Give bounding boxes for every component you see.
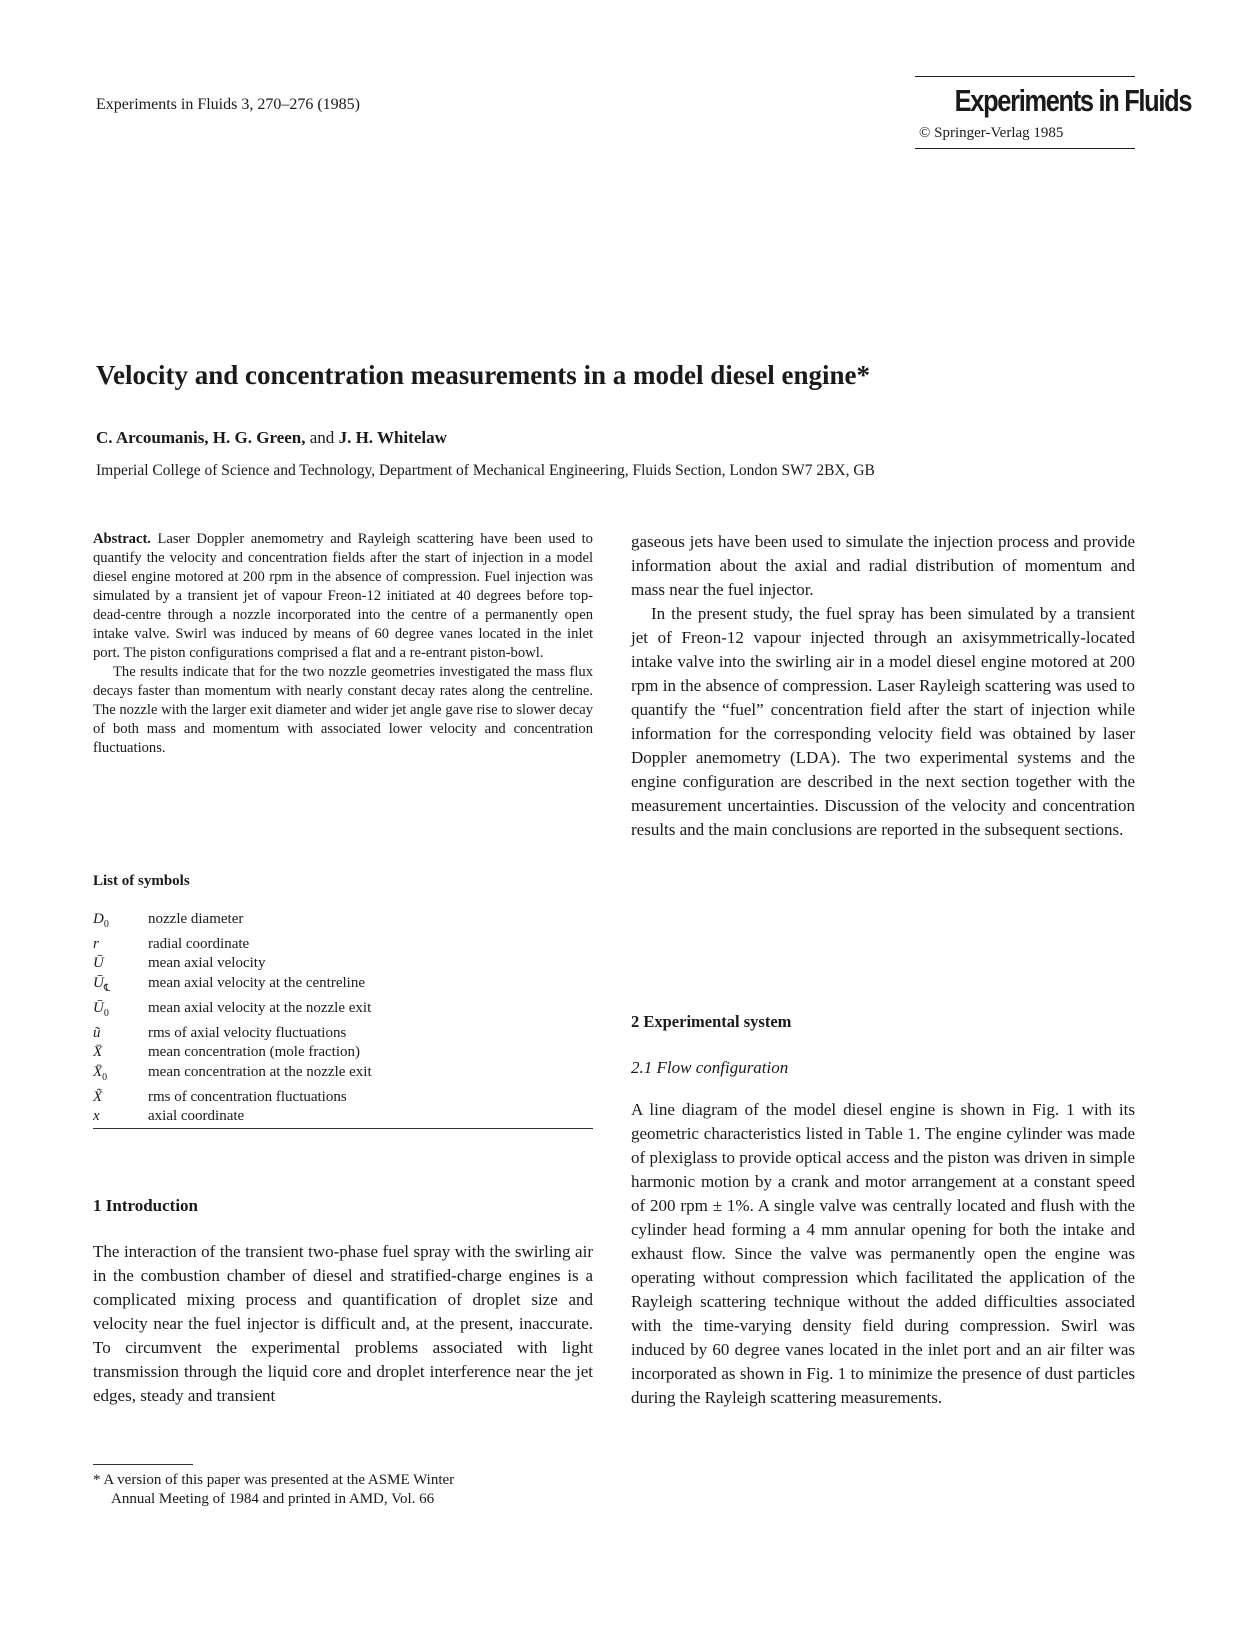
symbol xyxy=(93,1043,148,1063)
symbol-base: D xyxy=(93,911,104,927)
symbol-subscript: 0 xyxy=(103,919,109,930)
symbol-base: X̄ xyxy=(93,1044,103,1061)
symbol-row xyxy=(93,935,593,955)
symbol-subscript: ℄ xyxy=(103,983,111,995)
flow-configuration-paragraph: A line diagram of the model diesel engine is shown in Fig. 1 with its geometric characteristics listed in Table 1. The engine cylinder was made of plexiglass to provide optical access and the piston was driven in simple harmonic motion by a crank and motor arrangement at a constant speed of 200 rpm ± 1%. A single valve was centrally located and flush with the cylinder head forming a 4 mm annular opening for both the intake and exhaust flow. Since the valve was permanently open the engine was operating without compression which facilitated the application of the Rayleigh scattering technique without the added difficulties associated with the time-varying density field during compression. Swirl was induced by 60 degree vanes located in the inlet port and an air filter was incorporated as shown in Fig. 1 to minimize the presence of dust particles during the Rayleigh scattering measurements. xyxy=(631,1100,1135,1407)
symbol xyxy=(93,974,148,999)
author-affiliation: Imperial College of Science and Technology, Department of Mechanical Engineering, Fluids Section, London SW7 2BX, GB xyxy=(96,462,875,479)
intro-paragraph-continued: gaseous jets have been used to simulate the injection process and provide information about the axial and radial distribution of momentum and mass near the fuel injector. xyxy=(631,532,1135,599)
symbol xyxy=(93,954,148,974)
symbol-row xyxy=(93,1043,593,1063)
section-heading-introduction: 1 Introduction xyxy=(93,1196,199,1215)
footnote xyxy=(93,1471,593,1509)
subsection-heading-flow-configuration: 2.1 Flow configuration xyxy=(631,1058,789,1077)
symbol-description: mean concentration at the nozzle exit xyxy=(148,1063,372,1080)
abstract-text-1: Laser Doppler anemometry and Rayleigh scattering have been used to quantify the velocity and concentration fields after the start of injection in a model diesel engine motored at 200 rpm in the absence of compression. Fuel injection was simulated by a transient jet of vapour Freon-12 initiated at 40 degrees before top-dead-centre through a nozzle incorporated into the centre of a permanently open intake valve. Swirl was induced by means of 60 degree vanes located in the inlet port. The piston configurations comprised a flat and a re-entrant piston-bowl. xyxy=(93,531,593,661)
symbol-subscript: 0 xyxy=(102,1071,108,1083)
symbol-base: X̄ xyxy=(93,1063,103,1080)
flow-configuration-body xyxy=(631,1098,1135,1410)
symbol-description: mean axial velocity at the centreline xyxy=(148,975,365,992)
journal-masthead xyxy=(915,76,1192,149)
symbol xyxy=(93,1063,148,1088)
symbol-row xyxy=(93,910,593,935)
symbol-row xyxy=(93,999,593,1024)
masthead-rule-top xyxy=(915,76,1135,77)
abstract xyxy=(93,530,593,758)
symbol-row xyxy=(93,1107,593,1127)
authors-last: J. H. Whitelaw xyxy=(338,428,447,447)
section-heading-experimental-system: 2 Experimental system xyxy=(631,1012,792,1031)
symbol-row xyxy=(93,1088,593,1108)
symbol xyxy=(93,1088,148,1108)
footnote-line-1: * A version of this paper was presented at the ASME Winter xyxy=(93,1472,455,1488)
symbol-base: X̃ xyxy=(93,1088,103,1105)
introduction-paragraph: The interaction of the transient two-phase fuel spray with the swirling air in the combustion chamber of diesel and stratified-charge engines is a complicated mixing process and quantification of droplet size and velocity near the fuel injector is difficult and, at the present, inaccurate. To circumvent the experimental problems associated with light transmission through the liquid core and droplet interference near the jet edges, steady and transient xyxy=(93,1242,593,1405)
abstract-paragraph-2: The results indicate that for the two nozzle geometries investigated the mass flux decays faster than momentum with nearly constant decay rates along the centreline. The nozzle with the larger exit diameter and wider jet angle gave rise to slower decay of both mass and momentum with associated lower velocity and concentration fluctuations. xyxy=(93,664,593,756)
symbol xyxy=(93,1107,148,1127)
intro-paragraph-2: In the present study, the fuel spray has been simulated by a transient jet of Freon-12 vapour injected through an axisymmetrically-located intake valve into the swirling air in a model diesel engine motored at 200 rpm in the absence of compression. Laser Rayleigh scattering was used to quantify the “fuel” concentration field after the start of injection while information for the corresponding velocity field was obtained by laser Doppler anemometry (LDA). The two experimental systems and the engine configuration are described in the next section together with the measurement uncertainties. Discussion of the velocity and concentration results and the main conclusions are reported in the subsequent sections. xyxy=(631,604,1135,839)
symbol-row xyxy=(93,974,593,999)
right-column-intro-continued xyxy=(631,530,1135,842)
symbol-description: rms of axial velocity fluctuations xyxy=(148,1024,347,1041)
symbols-heading: List of symbols xyxy=(93,873,190,889)
article-title: Velocity and concentration measurements in a model diesel engine* xyxy=(96,360,870,390)
symbol-description: mean axial velocity at the nozzle exit xyxy=(148,999,372,1016)
symbol-description: axial coordinate xyxy=(148,1108,245,1125)
footnote-line-2: Annual Meeting of 1984 and printed in AMD, Vol. 66 xyxy=(111,1491,435,1507)
introduction-body xyxy=(93,1240,593,1408)
journal-name: Experiments in Fluids xyxy=(954,83,1192,118)
symbol-row xyxy=(93,1063,593,1088)
abstract-paragraph-1 xyxy=(93,530,593,663)
author-list xyxy=(96,428,447,448)
symbol-description: mean axial velocity xyxy=(148,955,266,972)
symbol xyxy=(93,1024,148,1044)
symbol-base: Ū xyxy=(93,975,104,992)
footnote-divider xyxy=(93,1464,193,1465)
symbol xyxy=(93,910,148,935)
symbol-subscript: 0 xyxy=(103,1007,109,1019)
symbol-base: ũ xyxy=(93,1024,101,1041)
symbol-description: radial coordinate xyxy=(148,935,250,952)
symbol-base: x xyxy=(93,1108,100,1125)
authors-and: and xyxy=(309,428,335,447)
symbol-row xyxy=(93,1024,593,1044)
journal-citation: Experiments in Fluids 3, 270–276 (1985) xyxy=(96,96,360,113)
symbol-base: r xyxy=(93,935,99,952)
symbol-base: Ū xyxy=(93,955,104,972)
symbols-divider xyxy=(93,1128,593,1129)
symbol xyxy=(93,935,148,955)
copyright-notice: © Springer-Verlag 1985 xyxy=(919,125,1064,141)
symbol-description: nozzle diameter xyxy=(148,911,244,927)
symbol xyxy=(93,999,148,1024)
masthead-rule-bottom xyxy=(915,148,1135,149)
symbol-description: mean concentration (mole fraction) xyxy=(148,1044,360,1061)
symbols-list xyxy=(93,910,593,1127)
symbol-base: Ū xyxy=(93,999,104,1016)
authors-first: C. Arcoumanis, H. G. Green, xyxy=(96,428,306,447)
symbol-description: rms of concentration fluctuations xyxy=(148,1088,347,1105)
symbol-row xyxy=(93,954,593,974)
abstract-label: Abstract. xyxy=(93,531,151,547)
